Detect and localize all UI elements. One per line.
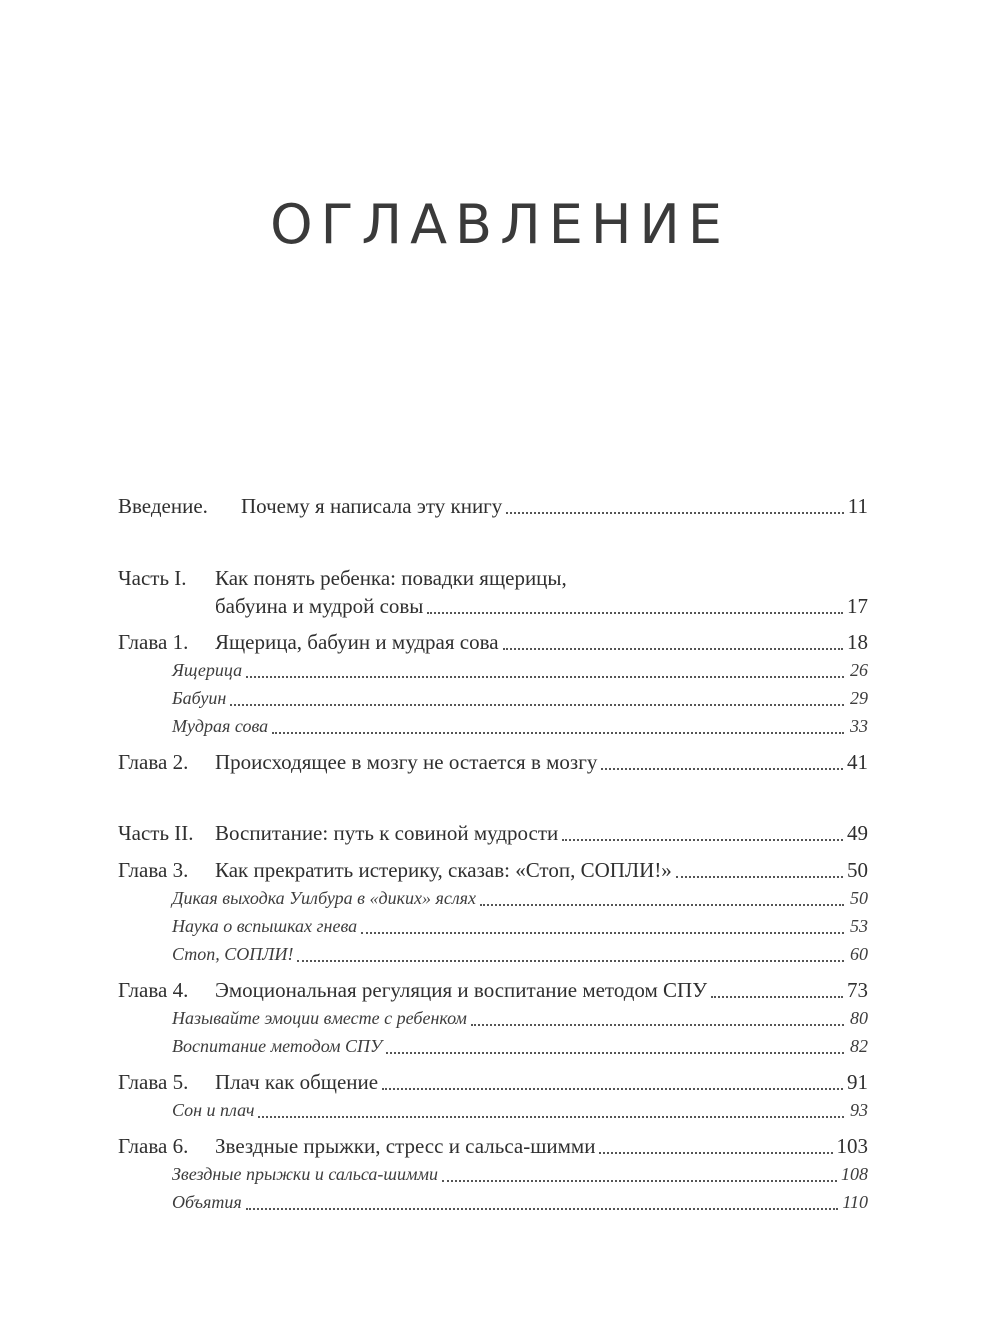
toc-subentry-page: 50 [850, 888, 868, 908]
toc-subentry-page: 80 [850, 1008, 868, 1028]
toc-entry[interactable] [118, 628, 868, 656]
dot-leader [246, 668, 844, 678]
dot-leader [503, 640, 843, 650]
toc-entry[interactable] [118, 819, 868, 847]
dot-leader [427, 604, 843, 614]
toc-entry-label: Введение. [118, 494, 208, 518]
toc-entry-title: Как понять ребенка: повадки ящерицы, [215, 566, 567, 590]
toc-entry-page: 18 [847, 630, 868, 654]
toc-entry-label: Глава 6. [118, 1134, 189, 1158]
toc-entry-page: 17 [847, 594, 868, 618]
toc-entry-page: 41 [847, 750, 868, 774]
toc-subentry-page: 108 [841, 1164, 868, 1184]
toc-subentry-title: Бабуин [172, 688, 227, 708]
toc-subentry[interactable] [118, 656, 868, 684]
toc-entry-label: Глава 2. [118, 750, 189, 774]
toc-entry[interactable] [118, 1132, 868, 1160]
toc-subentry-title: Сон и плач [172, 1100, 255, 1120]
toc-subentry-page: 33 [850, 716, 868, 736]
dot-leader [361, 924, 844, 934]
dot-leader [230, 696, 844, 706]
toc-subentry[interactable] [118, 1096, 868, 1124]
dot-leader [562, 831, 843, 841]
toc-entry-title: Звездные прыжки, стресс и сальса-шимми [215, 1134, 596, 1158]
toc-entry-title: Воспитание: путь к совиной мудрости [215, 821, 559, 845]
toc-subentry-title: Воспитание методом СПУ [172, 1036, 383, 1056]
dot-leader [599, 1144, 832, 1154]
toc-subentry[interactable] [118, 1004, 868, 1032]
dot-leader [382, 1080, 843, 1090]
toc-entry-title: Как прекратить истерику, сказав: «Стоп, СОПЛИ!» [215, 858, 672, 882]
toc-entry-continuation[interactable] [118, 592, 868, 620]
toc-subentry-title: Называйте эмоции вместе с ребенком [172, 1008, 467, 1028]
dot-leader [711, 988, 843, 998]
toc-subentry-page: 93 [850, 1100, 868, 1120]
toc-entry-label: Глава 3. [118, 858, 189, 882]
toc-subentry-title: Стоп, СОПЛИ! [172, 944, 294, 964]
toc-subentry[interactable] [118, 884, 868, 912]
dot-leader [676, 868, 843, 878]
toc-entry-label: Часть I. [118, 566, 187, 590]
dot-leader [471, 1016, 844, 1026]
toc-subentry[interactable] [118, 684, 868, 712]
toc-subentry-page: 53 [850, 916, 868, 936]
dot-leader [506, 504, 843, 514]
toc-entry-title: Происходящее в мозгу не остается в мозгу [215, 750, 598, 774]
toc-subentry-page: 82 [850, 1036, 868, 1056]
toc-entry-page: 49 [847, 821, 868, 845]
toc-subentry-page: 60 [850, 944, 868, 964]
toc-subentry-page: 26 [850, 660, 868, 680]
toc-subentry[interactable] [118, 912, 868, 940]
toc-entry-title: Плач как общение [215, 1070, 379, 1094]
toc-entry[interactable] [118, 748, 868, 776]
page-title: ОГЛАВЛЕНИЕ [270, 193, 730, 256]
dot-leader [258, 1108, 844, 1118]
toc-entry-label: Глава 4. [118, 978, 189, 1002]
dot-leader [442, 1172, 837, 1182]
toc-entry-title: Почему я написала эту книгу [241, 494, 503, 518]
toc-entry-label: Глава 5. [118, 1070, 189, 1094]
toc-subentry-page: 110 [842, 1192, 868, 1212]
toc-entry-label: Глава 1. [118, 630, 189, 654]
toc-entry-title: Эмоциональная регуляция и воспитание методом СПУ [215, 978, 708, 1002]
toc-subentry[interactable] [118, 1188, 868, 1216]
toc-entry-title: бабуина и мудрой совы [215, 594, 424, 618]
toc-subentry[interactable] [118, 1032, 868, 1060]
toc-entry[interactable] [118, 564, 868, 592]
toc-entry[interactable] [118, 976, 868, 1004]
toc-entry-title: Ящерица, бабуин и мудрая сова [215, 630, 499, 654]
toc-subentry-title: Объятия [172, 1192, 242, 1212]
toc-subentry-title: Ящерица [172, 660, 243, 680]
toc-entry[interactable] [118, 856, 868, 884]
toc-entry-page: 103 [836, 1134, 868, 1158]
toc-subentry[interactable] [118, 1160, 868, 1188]
dot-leader [297, 952, 844, 962]
dot-leader [272, 724, 844, 734]
dot-leader [246, 1200, 839, 1210]
dot-leader [480, 896, 844, 906]
toc-subentry-title: Мудрая сова [172, 716, 269, 736]
toc-entry[interactable] [118, 1068, 868, 1096]
toc-subentry-title: Звездные прыжки и сальса-шимми [172, 1164, 438, 1184]
toc-subentry-page: 29 [850, 688, 868, 708]
toc-entry-page: 50 [847, 858, 868, 882]
toc-subentry-title: Дикая выходка Уилбура в «диких» яслях [172, 888, 477, 908]
toc-entry[interactable] [118, 492, 868, 520]
toc-subentry-title: Наука о вспышках гнева [172, 916, 358, 936]
toc-entry-page: 91 [847, 1070, 868, 1094]
toc-subentry[interactable] [118, 712, 868, 740]
toc-entry-label: Часть II. [118, 821, 194, 845]
dot-leader [601, 760, 843, 770]
dot-leader [386, 1044, 844, 1054]
toc-subentry[interactable] [118, 940, 868, 968]
toc-entry-page: 11 [847, 494, 868, 518]
toc-entry-page: 73 [847, 978, 868, 1002]
